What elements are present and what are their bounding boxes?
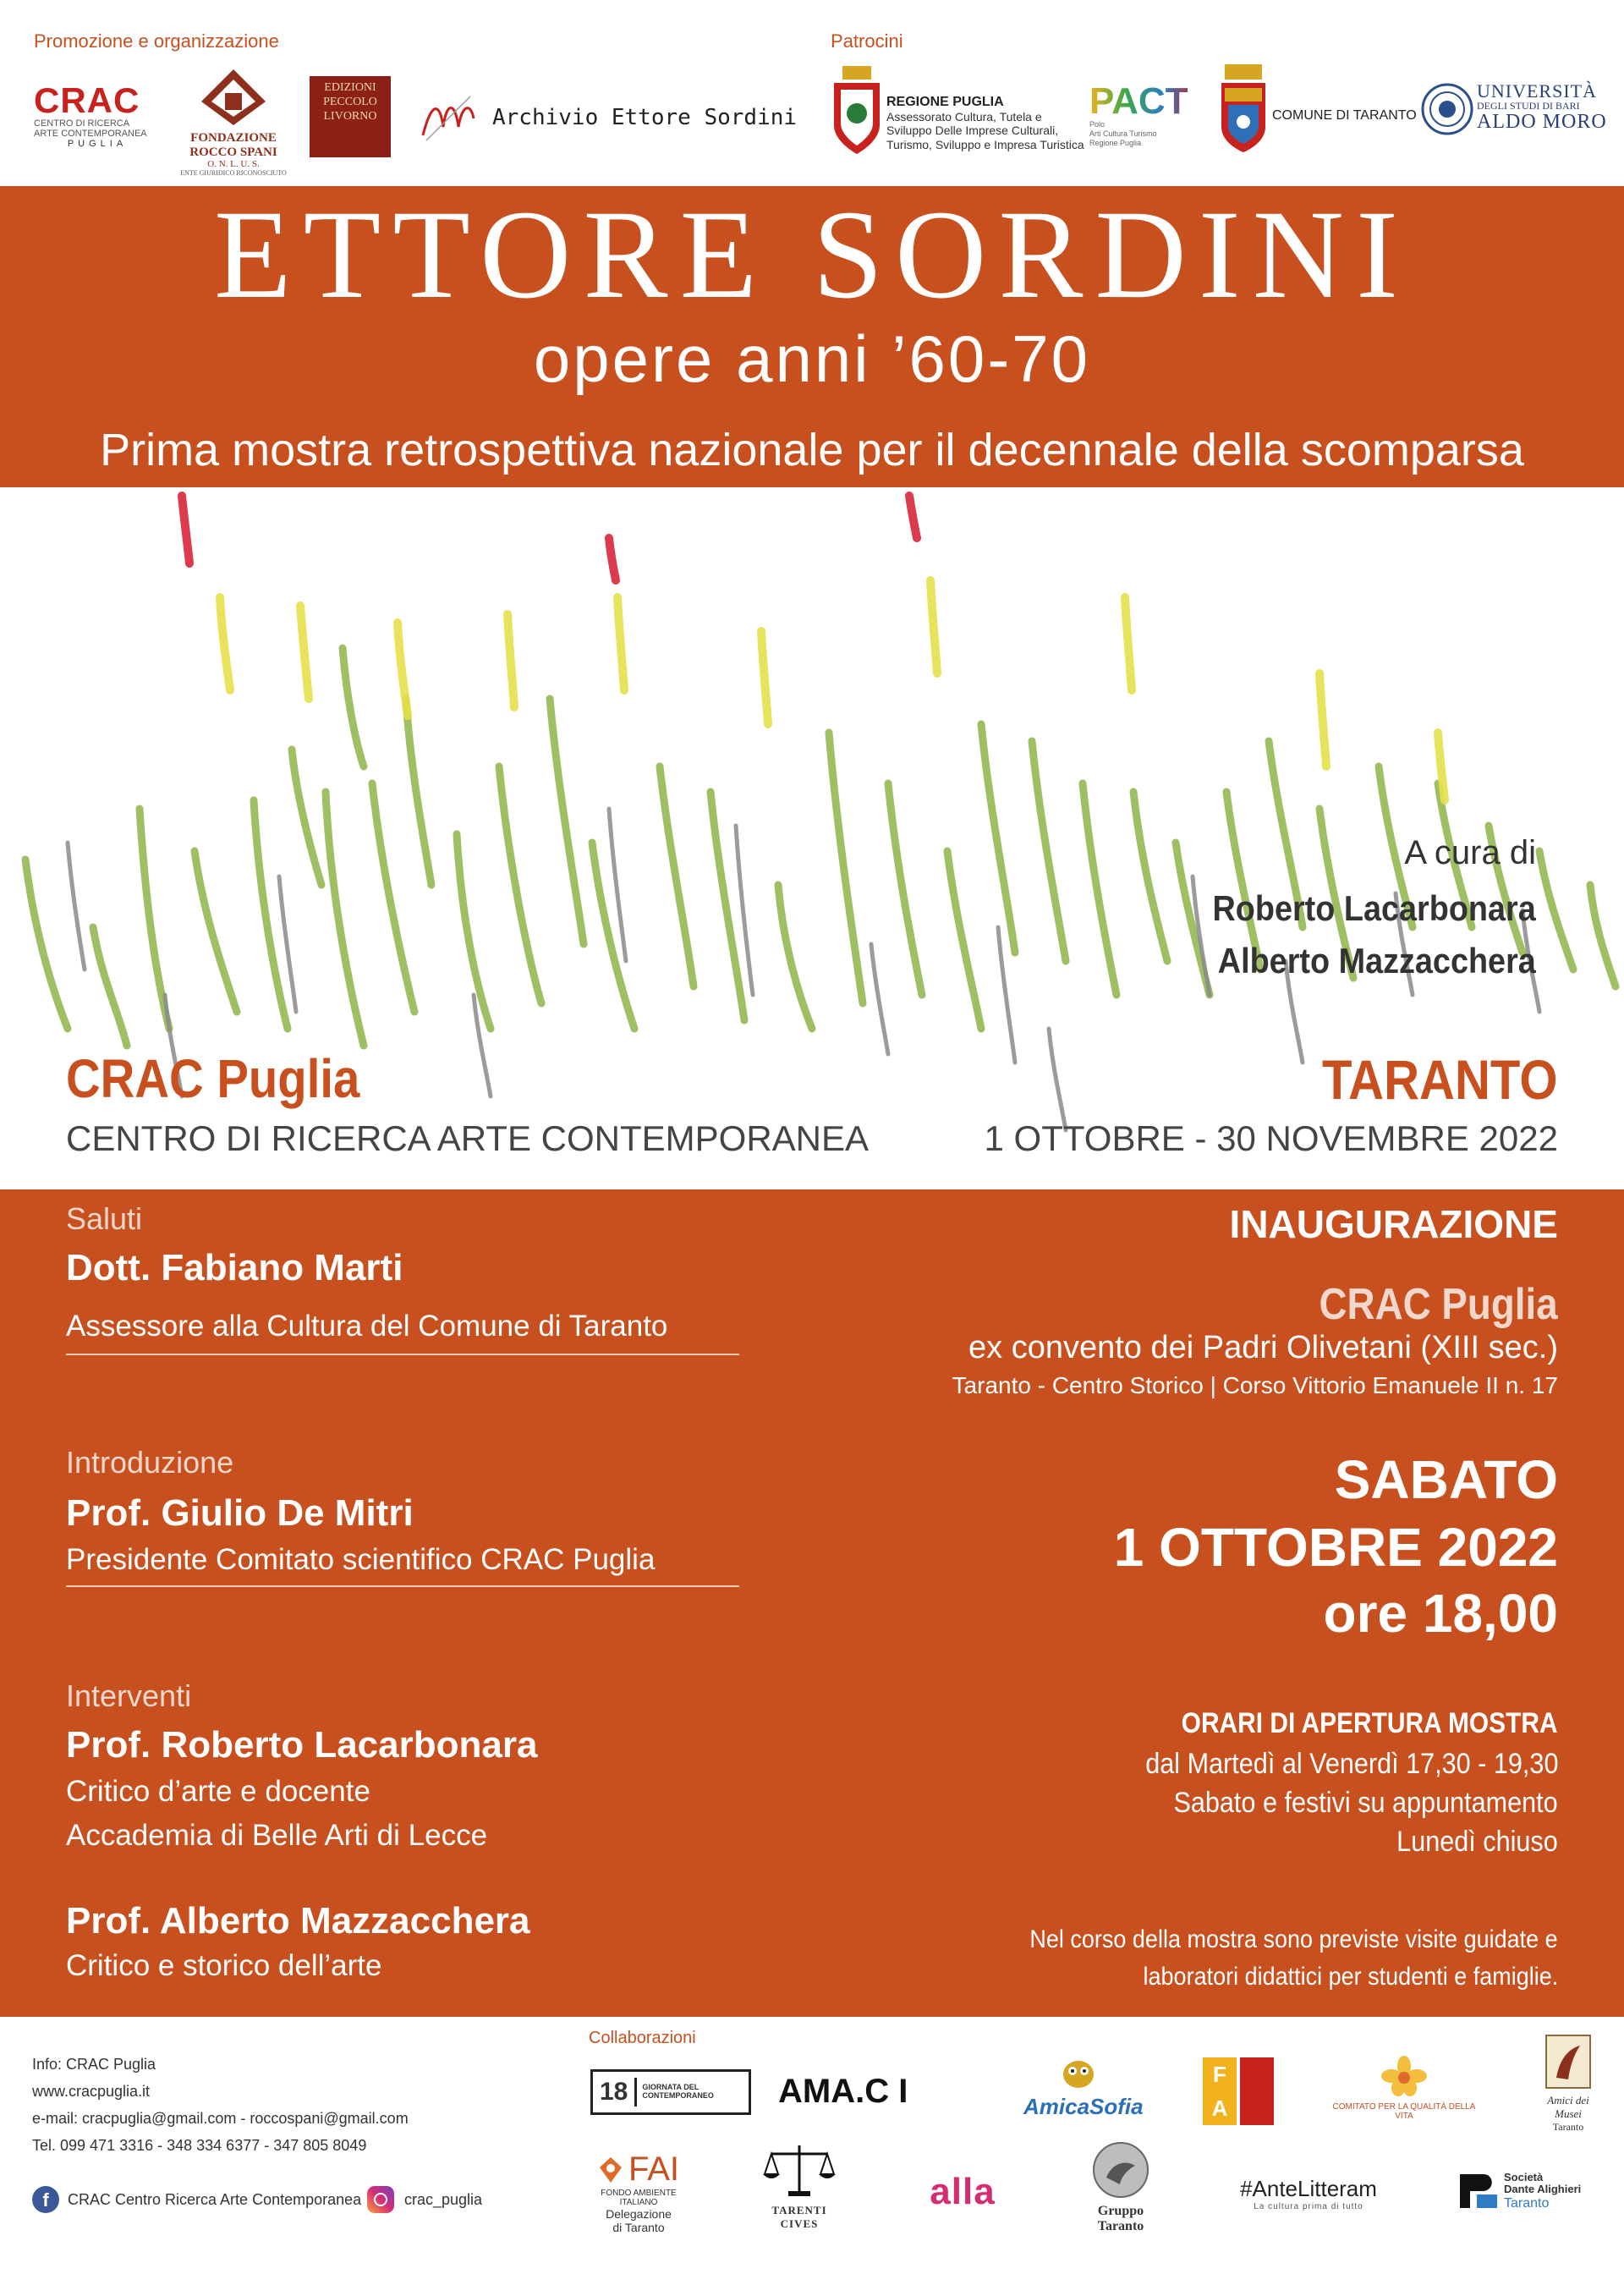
saluti-role: Assessore alla Cultura del Comune di Taranto <box>66 1310 668 1343</box>
pact-name: PACT <box>1089 83 1199 120</box>
universita-sub2: ALDO MORO <box>1477 110 1607 133</box>
inauguration-time: ore 18,00 <box>1323 1583 1558 1644</box>
fondazione-logo <box>174 68 293 178</box>
title-band <box>0 186 1624 487</box>
amaci-logo: AMA.C I <box>778 2073 908 2110</box>
fondazione-name: FONDAZIONE <box>190 131 277 145</box>
promotion-label: Promozione e organizzazione <box>34 30 279 52</box>
crac-logo-sub2: ARTE CONTEMPORANEA <box>34 129 147 140</box>
gruppo-taranto-logo <box>1074 2140 1167 2234</box>
ante-litteram-logo <box>1228 2176 1389 2211</box>
fai-label: FAI <box>628 2150 680 2188</box>
amici-musei-logo <box>1526 2034 1610 2134</box>
footer-website[interactable]: www.cracpuglia.it <box>32 2083 151 2100</box>
fondazione-sub1: ROCCO SPANI <box>189 145 277 159</box>
crac-logo <box>34 80 161 150</box>
divider <box>66 1585 739 1587</box>
intro-role: Presidente Comitato scientifico CRAC Puglia <box>66 1543 656 1576</box>
pact-sub1: Polo <box>1089 120 1106 129</box>
fondazione-sub2: O. N. L. U. S. <box>207 159 260 169</box>
amicasofia-owl-icon <box>1057 2056 1100 2090</box>
regione-puglia-crest <box>831 64 883 157</box>
coin-icon <box>1091 2140 1150 2200</box>
amici-musei-line2: Musei <box>1555 2107 1582 2120</box>
instagram-icon[interactable] <box>367 2186 394 2213</box>
universita-bari-text <box>1477 81 1621 133</box>
regione-puglia-text <box>886 95 1089 151</box>
tarenti-line1: TARENTI <box>771 2204 827 2216</box>
venue-full-name: CENTRO DI RICERCA ARTE CONTEMPORANEA <box>66 1118 870 1158</box>
fai-sub3: Delegazione <box>606 2207 672 2221</box>
program-band <box>0 1189 1624 2017</box>
ante-label: #AnteLitteram <box>1240 2176 1377 2201</box>
note-line1: Nel corso della mostra sono previste visite guidate e <box>1029 1925 1558 1953</box>
inauguration-date: 1 OTTOBRE 2022 <box>1113 1517 1558 1578</box>
fai-sub4: di Taranto <box>612 2221 665 2234</box>
regione-sub2: Sviluppo Delle Imprese Culturali, <box>886 124 1059 138</box>
note-line2: laboratori didattici per studenti e famiglie. <box>1143 1963 1558 1991</box>
speaker1-role1: Critico d’arte e docente <box>66 1775 370 1808</box>
facebook-label[interactable]: CRAC Centro Ricerca Arte Contemporanea <box>68 2191 362 2208</box>
dante-alighieri-logo <box>1458 2171 1594 2211</box>
divider <box>66 1354 739 1355</box>
hours-label: ORARI DI APERTURA MOSTRA <box>1182 1707 1558 1739</box>
regione-sub1: Assessorato Cultura, Tutela e <box>886 110 1042 124</box>
universita-name: UNIVERSITÀ <box>1477 80 1597 102</box>
intro-name: Prof. Giulio De Mitri <box>66 1492 414 1534</box>
universita-sub1: DEGLI STUDI DI BARI <box>1477 100 1580 113</box>
city-name: TARANTO <box>1322 1048 1558 1111</box>
giornata-number: 18 <box>593 2078 637 2106</box>
amici-musei-line3: Taranto <box>1552 2121 1584 2133</box>
footer-info: Info: CRAC Puglia <box>32 2056 156 2073</box>
fai-sub1: FONDO AMBIENTE <box>601 2189 677 2198</box>
inauguration-address: Taranto - Centro Storico | Corso Vittorio Emanuele II n. 17 <box>952 1372 1558 1398</box>
universita-bari-seal-icon <box>1421 83 1473 135</box>
edizioni-sub1: PECCOLO <box>323 95 377 108</box>
curator-name-1: Roberto Lacarbonara <box>1212 888 1536 928</box>
regione-sub3: Turismo, Sviluppo e Impresa Turistica <box>886 137 1084 151</box>
saluti-name: Dott. Fabiano Marti <box>66 1247 403 1288</box>
comune-taranto-crest-icon <box>1218 63 1269 156</box>
ante-sub: La cultura prima di tutto <box>1254 2202 1363 2211</box>
intro-label: Introduzione <box>66 1445 234 1480</box>
dante-line2: Dante Alighieri <box>1504 2183 1582 2196</box>
inauguration-venue: CRAC Puglia <box>1319 1280 1558 1329</box>
patronage-label: Patrocini <box>831 30 903 52</box>
alla-logo: alla <box>930 2171 996 2212</box>
inauguration-building: ex convento dei Padri Olivetani (XIII sec.) <box>968 1330 1558 1365</box>
speaker1-role2: Accademia di Belle Arti di Lecce <box>66 1819 488 1852</box>
comitato-qualita-vita-logo <box>1328 2056 1480 2121</box>
fondazione-sub3: ENTE GIURIDICO RICONOSCIUTO <box>180 169 287 178</box>
regione-name: REGIONE PUGLIA <box>886 95 1004 109</box>
crac-logo-sub3: PUGLIA <box>67 139 128 150</box>
dante-line1: Società <box>1504 2170 1544 2183</box>
curator-name-2: Alberto Mazzacchera <box>1217 941 1536 980</box>
crac-logo-name: CRAC <box>34 80 140 120</box>
exhibition-tagline: Prima mostra retrospettiva nazionale per il decennale della scomparsa <box>100 425 1524 475</box>
saluti-label: Saluti <box>66 1201 143 1236</box>
fa-label: F A <box>1203 2057 1237 2125</box>
comitato-flower-icon <box>1374 2056 1434 2098</box>
curators-label: A cura di <box>1404 834 1536 871</box>
inauguration-label: INAUGURAZIONE <box>1229 1202 1558 1246</box>
speaker2-name: Prof. Alberto Mazzacchera <box>66 1900 530 1942</box>
fai-sub2: ITALIANO <box>619 2198 658 2207</box>
archivio-sordini-label: Archivio Ettore Sordini <box>492 105 798 130</box>
speaker1-name: Prof. Roberto Lacarbonara <box>66 1724 538 1766</box>
speaker2-role: Critico e storico dell’arte <box>66 1949 382 1982</box>
amicasofia-label: AmicaSofia <box>1023 2094 1144 2119</box>
exhibition-subtitle: opere anni ’60-70 <box>533 321 1091 396</box>
regione-puglia-icon <box>831 64 883 157</box>
facebook-icon[interactable]: f <box>32 2186 59 2213</box>
amici-musei-emblem-icon <box>1544 2034 1592 2090</box>
footer-phone: Tel. 099 471 3316 - 348 334 6377 - 347 805 8049 <box>32 2137 367 2154</box>
giornata-contemporaneo-logo <box>590 2069 751 2115</box>
tarenti-line2: CIVES <box>780 2217 819 2230</box>
crac-logo-sub1: CENTRO DI RICERCA <box>34 118 130 129</box>
archivio-sordini-icon <box>414 85 482 152</box>
gruppo-line2: Taranto <box>1097 2219 1144 2233</box>
gruppo-line1: Gruppo <box>1097 2204 1144 2218</box>
tarenti-cives-logo <box>744 2140 854 2231</box>
dante-line3: Taranto <box>1504 2195 1550 2211</box>
fai-logo <box>584 2150 694 2234</box>
comune-taranto-label: COMUNE DI TARANTO <box>1272 108 1417 123</box>
pact-sub3: Regione Puglia <box>1089 138 1142 147</box>
hours-line3: Lunedì chiuso <box>1396 1826 1558 1858</box>
footer-email[interactable]: e-mail: cracpuglia@gmail.com - roccospani@gmail.com <box>32 2110 409 2127</box>
main-title: ETTORE SORDINI <box>213 184 1411 325</box>
collaborations-label: Collaborazioni <box>589 2029 696 2047</box>
fai-emblem-icon <box>598 2156 623 2184</box>
dante-emblem-icon <box>1458 2171 1499 2211</box>
exhibition-dates: 1 OTTOBRE - 30 NOVEMBRE 2022 <box>984 1118 1558 1158</box>
scales-of-justice-icon <box>761 2140 837 2200</box>
venue-name: CRAC Puglia <box>66 1048 360 1109</box>
pact-sub2: Arti Cultura Turismo <box>1089 129 1157 138</box>
giornata-text: GIORNATA DEL CONTEMPORANEO <box>642 2083 714 2100</box>
fa-logo <box>1203 2057 1274 2128</box>
comitato-label: COMITATO PER LA QUALITÀ DELLA VITA <box>1332 2102 1476 2121</box>
amicasofia-logo <box>1023 2056 1144 2120</box>
pact-logo <box>1089 80 1199 147</box>
instagram-label[interactable]: crac_puglia <box>404 2191 483 2208</box>
amici-musei-line1: Amici dei <box>1547 2094 1589 2106</box>
hours-line1: dal Martedì al Venerdì 17,30 - 19,30 <box>1144 1748 1558 1780</box>
edizioni-name: EDIZIONI <box>324 81 376 94</box>
fondazione-emblem-icon <box>200 68 267 127</box>
hours-line2: Sabato e festivi su appuntamento <box>1173 1787 1558 1819</box>
edizioni-peccolo-logo <box>310 76 391 157</box>
edizioni-sub2: LIVORNO <box>323 109 377 123</box>
interventi-label: Interventi <box>66 1678 192 1713</box>
inauguration-day: SABATO <box>1334 1449 1558 1510</box>
